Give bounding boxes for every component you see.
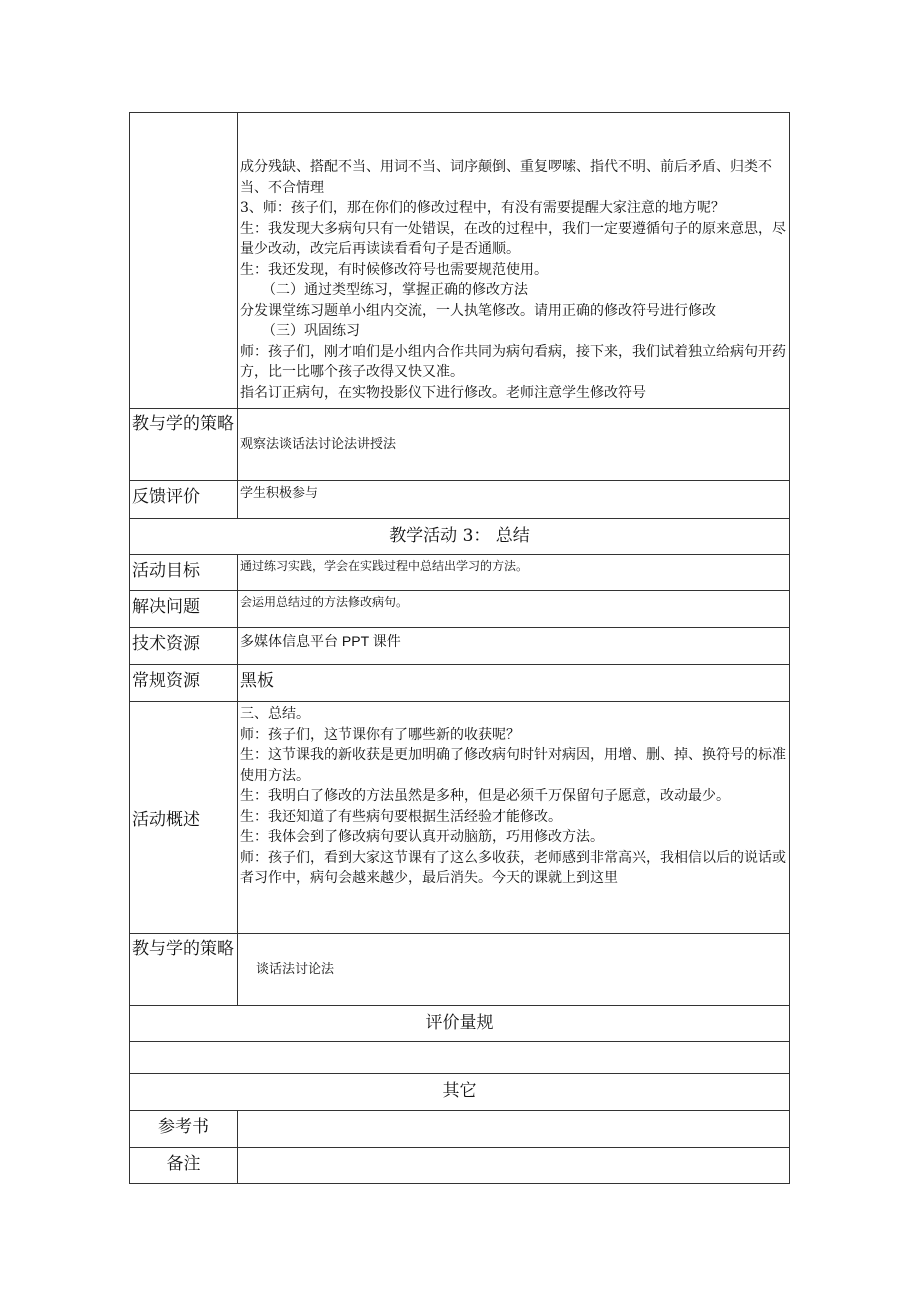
reference-row bbox=[130, 1111, 790, 1148]
lesson-plan-document bbox=[129, 112, 790, 1184]
reference-value bbox=[238, 1111, 790, 1148]
overview-line: 生：我体会到了修改病句要认真开动脑筋，巧用修改方法。 bbox=[240, 829, 604, 845]
overview-line: 师：孩子们，这节课你有了哪些新的收获呢？ bbox=[240, 726, 520, 743]
process-row bbox=[130, 113, 790, 409]
strategy-row bbox=[130, 409, 790, 481]
goal-label: 活动目标 bbox=[130, 555, 238, 591]
process-line: 师：孩子们，刚才咱们是小组内合作共同为病句看病，接下来，我们试着独立给病句开药方，比一比哪个孩子改得又快又准。 bbox=[240, 343, 786, 380]
normal-resource-label: 常规资源 bbox=[130, 665, 238, 702]
strategy-value: 观察法谈话法讨论法讲授法 bbox=[238, 409, 790, 481]
strategy-value-2: 谈话法讨论法 bbox=[238, 934, 790, 1006]
overview-line: 生：我还知道了有些病句要根据生活经验才能修改。 bbox=[240, 808, 562, 825]
notes-value bbox=[238, 1148, 790, 1184]
process-line: 指名订正病句，在实物投影仪下进行修改。老师注意学生修改符号 bbox=[240, 384, 646, 401]
section-title: 教学活动 3： 总结 bbox=[130, 519, 790, 555]
overview-line: 生：这节课我的新收获是更加明确了修改病句时针对病因，用增、删、掉、换符号的标准使用方法。 bbox=[240, 747, 786, 784]
strategy-row-2 bbox=[130, 934, 790, 1006]
process-line: 分发课堂练习题单小组内交流，一人执笔修改。请用正确的修改符号进行修改 bbox=[240, 302, 716, 319]
notes-row bbox=[130, 1148, 790, 1184]
lesson-plan-table bbox=[129, 112, 790, 1184]
process-line: 生：我还发现，有时候修改符号也需要规范使用。 bbox=[240, 261, 548, 278]
process-line: 生：我发现大多病句只有一处错误，在改的过程中，我们一定要遵循句子的原来意思，尽量少改动，改完后再读读看看句子是否通顺。 bbox=[240, 220, 786, 257]
tech-label: 技术资源 bbox=[130, 628, 238, 665]
tech-row bbox=[130, 628, 790, 665]
overview-line: 师：孩子们，看到大家这节课有了这么多收获，老师感到非常高兴，我相信以后的说话或者习作中，病句会越来越少，最后消失。今天的课就上到这里 bbox=[240, 849, 786, 886]
problem-row bbox=[130, 591, 790, 628]
goal-row bbox=[130, 555, 790, 591]
overview-content bbox=[238, 702, 790, 934]
feedback-row bbox=[130, 481, 790, 519]
strategy-label: 教与学的策略 bbox=[130, 409, 238, 481]
process-content-cell bbox=[238, 113, 790, 409]
notes-label: 备注 bbox=[130, 1148, 238, 1184]
problem-label: 解决问题 bbox=[130, 591, 238, 628]
reference-label: 参考书 bbox=[130, 1111, 238, 1148]
overview-line: 三、总结。 bbox=[240, 706, 310, 722]
overview-label: 活动概述 bbox=[130, 702, 238, 934]
goal-value: 通过练习实践，学会在实践过程中总结出学习的方法。 bbox=[238, 555, 790, 591]
overview-line: 生：我明白了修改的方法虽然是多种，但是必须千万保留句子愿意，改动最少。 bbox=[240, 788, 730, 804]
rubric-content-row bbox=[130, 1042, 790, 1074]
problem-value: 会运用总结过的方法修改病句。 bbox=[238, 591, 790, 628]
rubric-heading-row bbox=[130, 1006, 790, 1042]
other-title: 其它 bbox=[130, 1074, 790, 1111]
rubric-content bbox=[130, 1042, 790, 1074]
feedback-value: 学生积极参与 bbox=[238, 481, 790, 519]
strategy-label-2: 教与学的策略 bbox=[130, 934, 238, 1006]
process-label-cell bbox=[130, 113, 238, 409]
rubric-title: 评价量规 bbox=[130, 1006, 790, 1042]
normal-resource-value: 黑板 bbox=[238, 665, 790, 702]
tech-value: 多媒体信息平台 PPT 课件 bbox=[238, 628, 790, 665]
process-line: 3、师：孩子们，那在你们的修改过程中，有没有需要提醒大家注意的地方呢？ bbox=[240, 200, 725, 216]
feedback-label: 反馈评价 bbox=[130, 481, 238, 519]
process-line: 成分残缺、搭配不当、用词不当、词序颠倒、重复啰嗦、指代不明、前后矛盾、归类不当、不合情理 bbox=[240, 159, 772, 196]
overview-row bbox=[130, 702, 790, 934]
normal-resource-row bbox=[130, 665, 790, 702]
section-heading-row bbox=[130, 519, 790, 555]
subsection-title: （三）巩固练习 bbox=[262, 323, 360, 339]
subsection-title: （二）通过类型练习，掌握正确的修改方法 bbox=[262, 282, 528, 298]
other-heading-row bbox=[130, 1074, 790, 1111]
